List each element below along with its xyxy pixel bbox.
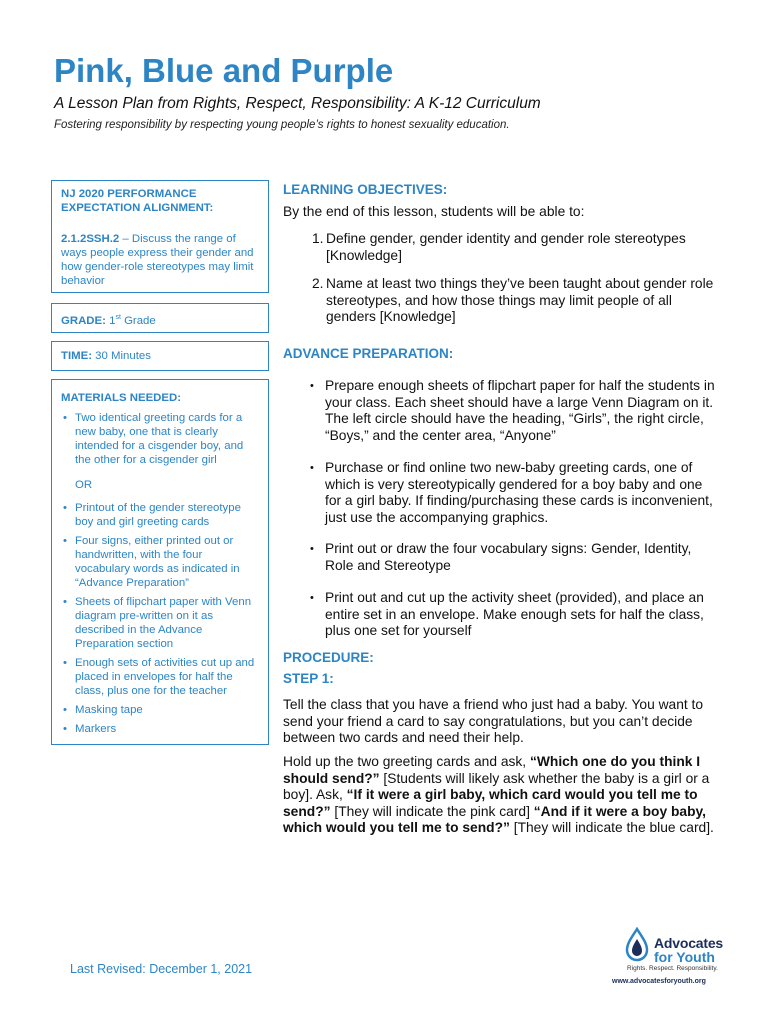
logo-url[interactable]: www.advocatesforyouth.org	[612, 978, 706, 985]
materials-heading: MATERIALS NEEDED:	[61, 392, 182, 404]
objective-item: 1. Define gender, gender identity and gender role stereotypes [Knowledge]	[312, 231, 686, 263]
objectives-intro: By the end of this lesson, students will be able to:	[283, 204, 585, 219]
materials-item: • Printout of the gender stereotype boy and girl greeting cards	[61, 501, 260, 529]
time-box	[51, 341, 269, 371]
materials-item: • Sheets of flipchart paper with Venn diagram pre-written on it as described in the Advance Preparation section	[61, 595, 260, 651]
materials-list	[61, 411, 260, 467]
time-label: TIME:	[61, 350, 93, 362]
objective-item: 2. Name at least two things they’ve been taught about gender role stereotypes, and how those things may limit people of all genders [Knowledge]	[312, 276, 714, 324]
objectives-heading: LEARNING OBJECTIVES:	[283, 182, 448, 197]
nj-standard	[61, 232, 260, 288]
prep-item: • Print out or draw the four vocabulary signs: Gender, Identity, Role and Stereotype	[310, 541, 692, 573]
nj-standard-text: – Discuss the range of ways people express their gender and how gender-role stereotypes may limit behavior	[61, 233, 254, 287]
materials-or: OR	[75, 479, 93, 491]
prep-item: • Prepare enough sheets of flipchart paper for half the students in your class. Each sheet should have a large Venn Diagram on it. The left circle should have the heading, “Girls”, the right circle, “Boys,” and the center area, “Anyone”	[310, 378, 715, 443]
prep-item: • Purchase or find online two new-baby greeting cards, one of which is very stereotypically gendered for a boy baby and one for a girl baby. If finding/purchasing these cards is inconvenient, just use the accompanying graphics.	[310, 460, 713, 525]
objectives-list	[312, 231, 722, 334]
procedure-heading: PROCEDURE:	[283, 650, 374, 665]
last-revised: Last Revised: December 1, 2021	[70, 962, 253, 976]
procedure-paragraph-2: Hold up the two greeting cards and ask, “Which one do you think I should send?” [Students will likely ask whether the baby is a girl or a boy]. Ask, “If it were a girl baby, which card would you tell me to send?” [They will indicate the pink card] “And if it were a boy baby, which would you tell me to send?” [They will indicate the blue card].	[283, 754, 714, 835]
nj-alignment-heading: NJ 2020 PERFORMANCE EXPECTATION ALIGNMENT:	[61, 188, 214, 214]
prep-list	[310, 378, 722, 640]
page-subtitle: A Lesson Plan from Rights, Respect, Responsibility: A K-12 Curriculum	[54, 95, 541, 112]
materials-item: • Four signs, either printed out or handwritten, with the four vocabulary words as indicated in “Advance Preparation”	[61, 534, 260, 590]
page-tagline: Fostering responsibility by respecting young people’s rights to honest sexuality education.	[54, 119, 510, 131]
nj-alignment-box	[51, 180, 269, 293]
procedure-paragraph-1: Tell the class that you have a friend who just had a baby. You want to send your friend a card to say congratulations, but you can’t decide between two cards and need their help.	[283, 697, 704, 745]
advocates-for-youth-logo	[612, 925, 740, 991]
materials-box	[51, 379, 269, 745]
prep-item: • Print out and cut up the activity sheet (provided), and place an entire set in an envelope. Make enough sets for half the class, plus one set for yourself	[310, 590, 704, 638]
grade-value: 1st Grade	[109, 314, 156, 327]
page-title: Pink, Blue and Purple	[54, 52, 394, 89]
logo-tagline: Rights. Respect. Responsibility.	[627, 965, 718, 972]
materials-item: • Enough sets of activities cut up and placed in envelopes for half the class, plus one for the teacher	[61, 656, 260, 698]
time-value: 30 Minutes	[92, 350, 151, 362]
materials-item: • Two identical greeting cards for a new baby, one that is clearly intended for a cisgender boy, and the other for a cisgender girl	[61, 411, 260, 467]
logo-line-2: for Youth	[654, 949, 715, 965]
grade-label: GRADE:	[61, 314, 106, 327]
materials-item: • Masking tape	[61, 703, 260, 717]
materials-item: • Markers	[61, 722, 260, 736]
logo-line-1: Advocates	[654, 935, 724, 951]
water-drop-icon	[624, 927, 650, 963]
step-heading: STEP 1:	[283, 671, 334, 686]
materials-list-2	[61, 501, 260, 736]
nj-standard-code: 2.1.2SSH.2	[61, 233, 120, 245]
prep-heading: ADVANCE PREPARATION:	[283, 346, 454, 361]
grade-box	[51, 303, 269, 333]
